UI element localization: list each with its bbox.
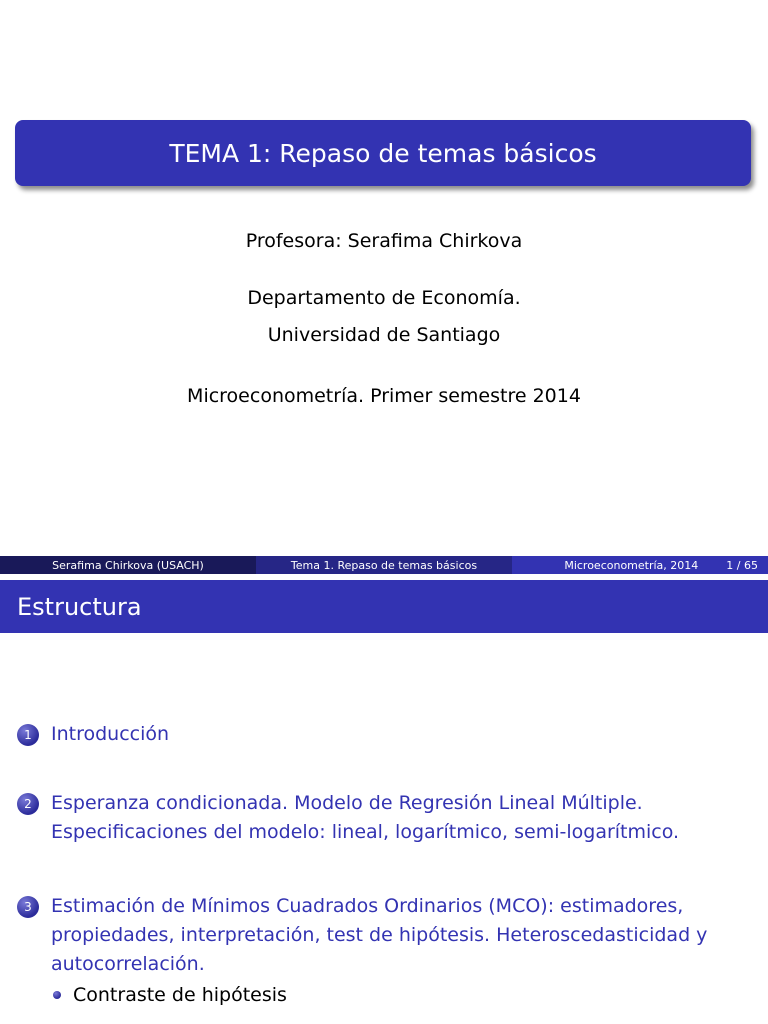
outline-item-3	[17, 892, 737, 979]
footer-author: Serafima Chirkova (USACH)	[52, 558, 204, 572]
bullet-icon	[53, 991, 61, 999]
frame-title-bar	[0, 580, 768, 633]
item-text-line: autocorrelación.	[51, 953, 205, 975]
slide-title-box	[15, 120, 751, 186]
footer-title-segment	[256, 556, 512, 574]
item-text-line: propiedades, interpretación, test de hipótesis. Heteroscedasticidad y	[51, 924, 708, 946]
department-line: Departamento de Economía.	[247, 287, 521, 309]
footer-page-number: 1 / 65	[726, 558, 758, 572]
outline-subitem	[53, 984, 287, 1006]
slide-footer	[0, 556, 768, 574]
subitem-text: Contraste de hipótesis	[73, 984, 287, 1006]
frame-title: Estructura	[17, 592, 142, 621]
university-line: Universidad de Santiago	[267, 324, 501, 346]
item-text-line: Esperanza condicionada. Modelo de Regresión Lineal Múltiple.	[51, 792, 643, 814]
footer-title: Tema 1. Repaso de temas básicos	[290, 558, 478, 572]
item-number-badge: 2	[17, 793, 39, 815]
item-text-line: Especificaciones del modelo: lineal, logarítmico, semi-logarítmico.	[51, 821, 680, 843]
course-line: Microeconometría. Primer semestre 2014	[187, 385, 581, 407]
footer-course: Microeconometría, 2014	[564, 558, 699, 572]
outline-item-2	[17, 789, 737, 847]
footer-course-segment	[512, 556, 768, 574]
item-number-badge: 1	[17, 724, 39, 746]
item-text-line: Estimación de Mínimos Cuadrados Ordinarios (MCO): estimadores,	[51, 895, 684, 917]
item-number-badge: 3	[17, 896, 39, 918]
slide-title: TEMA 1: Repaso de temas básicos	[169, 138, 597, 168]
footer-author-segment	[0, 556, 256, 574]
item-text-line: Introducción	[51, 723, 170, 745]
outline-item-1	[17, 720, 737, 749]
professor-line: Profesora: Serafima Chirkova	[245, 230, 523, 252]
